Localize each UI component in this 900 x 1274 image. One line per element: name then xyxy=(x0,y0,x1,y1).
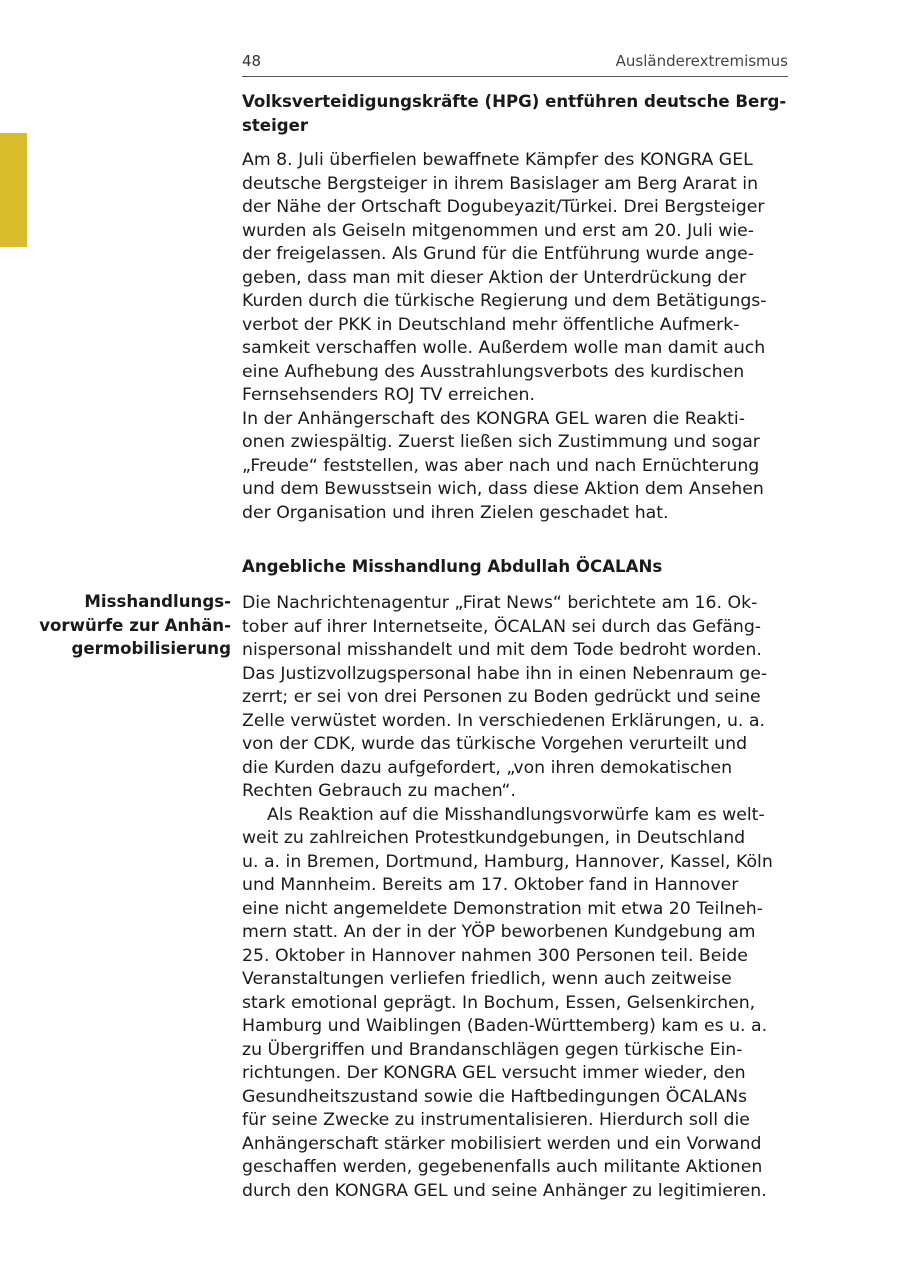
heading-line: Angebliche Misshandlung Abdullah ÖCALANs xyxy=(242,557,663,576)
section2-body xyxy=(242,592,790,1203)
text-line: nispersonal misshandelt und mit dem Tode bedroht worden. xyxy=(242,640,762,660)
page-number: 48 xyxy=(242,52,262,70)
heading-line: steiger xyxy=(242,115,309,135)
text-line: und dem Bewusstsein wich, dass diese Aktion dem Ansehen xyxy=(242,479,764,499)
text-line: von der CDK, wurde das türkische Vorgehen verurteilt und xyxy=(242,734,748,754)
text-line: zerrt; er sei von drei Personen zu Boden gedrückt und seine xyxy=(242,687,761,707)
text-line: deutsche Bergsteiger in ihrem Basislager am Berg Ararat in xyxy=(242,173,759,194)
text-line: samkeit verschaffen wolle. Außerdem wolle man damit auch xyxy=(242,338,766,358)
margin-note-line: Misshandlungs- xyxy=(84,592,231,611)
text-line: Rechten Gebrauch zu machen“. xyxy=(242,781,516,801)
text-line: eine Aufhebung des Ausstrahlungsverbots des kurdischen xyxy=(242,361,745,382)
text-line: die Kurden dazu aufgefordert, „von ihren demokatischen xyxy=(242,757,733,778)
text-line: Am 8. Juli überfielen bewaffnete Kämpfer des KONGRA GEL xyxy=(242,150,753,170)
text-line: der freigelassen. Als Grund für die Entführung wurde ange- xyxy=(242,244,754,264)
text-line: Gesundheitszustand sowie die Haftbedingungen ÖCALANs xyxy=(242,1086,748,1107)
text-line: der Organisation und ihren Zielen geschadet hat. xyxy=(242,502,669,523)
chapter-marker-tab xyxy=(0,133,27,247)
text-line: In der Anhängerschaft des KONGRA GEL waren die Reakti- xyxy=(242,408,745,429)
text-line: Zelle verwüstet worden. In verschiedenen Erklärungen, u. a. xyxy=(242,710,766,731)
section-heading-ocalan xyxy=(242,555,790,579)
text-line: und Mannheim. Bereits am 17. Oktober fand in Hannover xyxy=(242,875,739,895)
text-line: u. a. in Bremen, Dortmund, Hamburg, Hannover, Kassel, Köln xyxy=(242,851,773,872)
text-line: Veranstaltungen verliefen friedlich, wenn auch zeitweise xyxy=(242,969,732,989)
text-line: Das Justizvollzugspersonal habe ihn in einen Nebenraum ge- xyxy=(242,663,768,684)
text-line: Anhängerschaft stärker mobilisiert werden und ein Vorwand xyxy=(242,1133,762,1154)
text-line: tober auf ihrer Internetseite, ÖCALAN sei durch das Gefäng- xyxy=(242,616,762,637)
text-line: eine nicht angemeldete Demonstration mit etwa 20 Teilneh- xyxy=(242,898,763,919)
text-line: geschaffen werden, gegebenenfalls auch militante Aktionen xyxy=(242,1157,763,1177)
text-line: mern statt. An der in der YÖP beworbenen Kundgebung am xyxy=(242,922,756,942)
text-line: der Nähe der Ortschaft Dogubeyazit/Türkei. Drei Bergsteiger xyxy=(242,197,765,217)
text-line: Die Nachrichtenagentur „Firat News“ berichtete am 16. Ok- xyxy=(242,593,758,613)
text-line: richtungen. Der KONGRA GEL versucht immer wieder, den xyxy=(242,1063,746,1083)
running-title: Ausländerextremismus xyxy=(615,52,788,70)
margin-note-line: vorwürfe zur Anhän- xyxy=(39,615,231,635)
text-line: für seine Zwecke zu instrumentalisieren. Hierdurch soll die xyxy=(242,1110,750,1130)
text-line: zu Übergriffen und Brandanschlägen gegen türkische Ein- xyxy=(242,1039,743,1060)
text-line: „Freude“ feststellen, was aber nach und nach Ernüchterung xyxy=(242,455,760,476)
text-line: durch den KONGRA GEL und seine Anhänger zu legitimieren. xyxy=(242,1180,767,1201)
page-header xyxy=(242,52,788,77)
text-line: wurden als Geiseln mitgenommen und erst am 20. Juli wie- xyxy=(242,220,755,241)
section1-paragraph xyxy=(242,149,790,525)
section-heading-hpg xyxy=(242,90,790,137)
text-line: onen zwiespältig. Zuerst ließen sich Zustimmung und sogar xyxy=(242,432,760,452)
margin-note xyxy=(20,590,231,661)
margin-note-line: germobilisierung xyxy=(71,639,231,658)
text-line: geben, dass man mit dieser Aktion der Unterdrückung der xyxy=(242,267,747,288)
heading-line: Volksverteidigungskräfte (HPG) entführen deutsche Berg- xyxy=(242,92,787,111)
text-line: Kurden durch die türkische Regierung und dem Betätigungs- xyxy=(242,291,767,311)
text-line: Hamburg und Waiblingen (Baden-Württemberg) kam es u. a. xyxy=(242,1016,768,1036)
text-line: 25. Oktober in Hannover nahmen 300 Personen teil. Beide xyxy=(242,945,748,966)
text-line: stark emotional geprägt. In Bochum, Essen, Gelsenkirchen, xyxy=(242,992,756,1013)
text-line: Als Reaktion auf die Misshandlungsvorwürfe kam es welt- xyxy=(267,804,765,825)
text-line: weit zu zahlreichen Protestkundgebungen, in Deutschland xyxy=(242,828,746,848)
text-line: verbot der PKK in Deutschland mehr öffentliche Aufmerk- xyxy=(242,314,740,335)
text-line: Fernsehsenders ROJ TV erreichen. xyxy=(242,385,535,405)
